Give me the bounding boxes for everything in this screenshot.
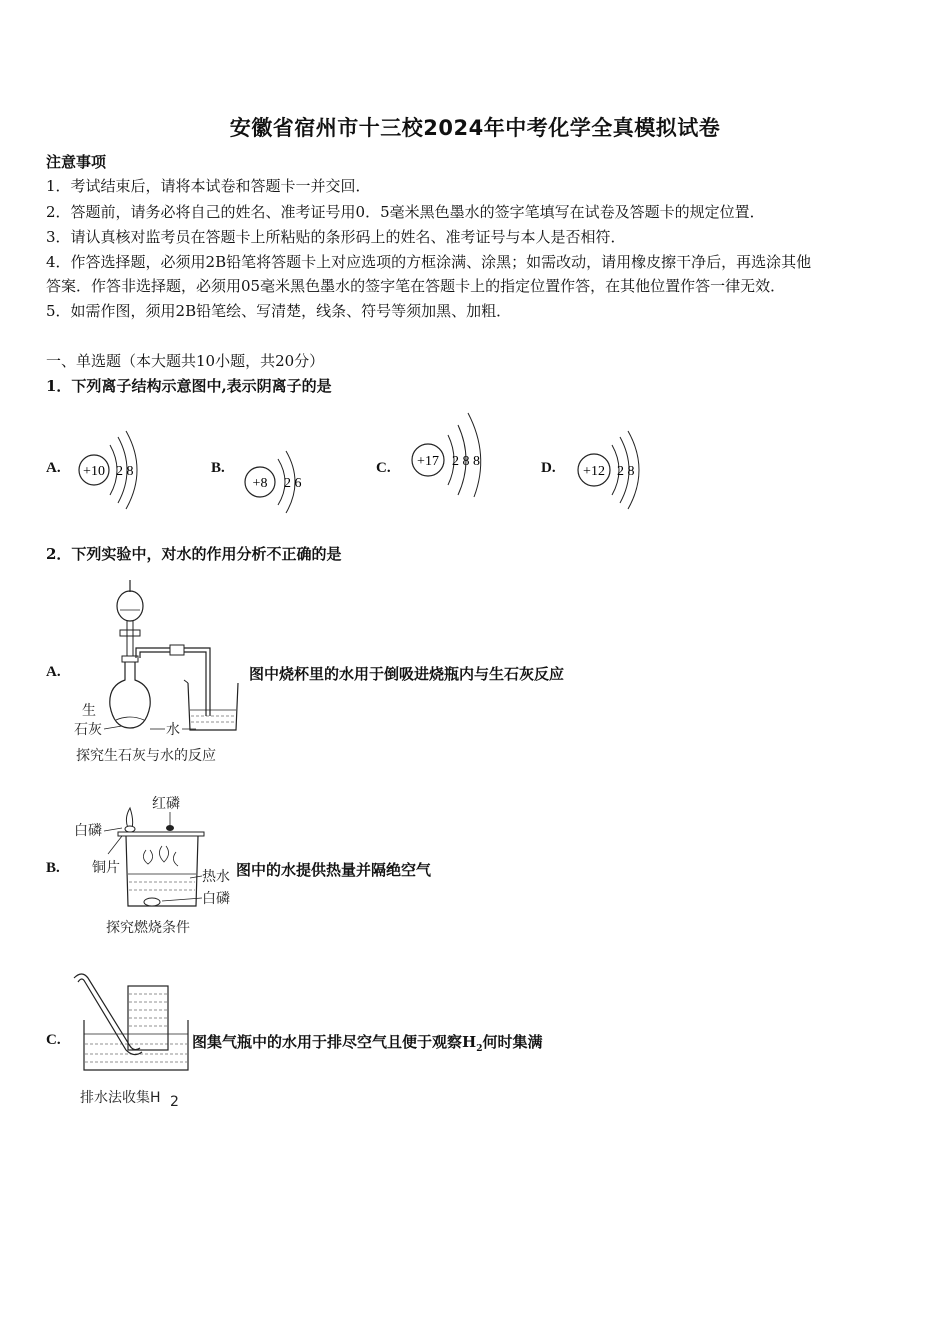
q2-option-b-text: 图中的水提供热量并隔绝空气 (236, 861, 432, 879)
steam (159, 846, 168, 862)
q1-option-a-label: A. (46, 460, 61, 476)
white-phosphorus-bottom (144, 898, 160, 906)
round-flask (110, 662, 150, 728)
q2-option-c-text-sub: 2 (476, 1044, 483, 1054)
diagram-caption-sub: 2 (170, 1094, 179, 1110)
page-title: 安徽省宿州市十三校2024年中考化学全真模拟试卷 (229, 116, 721, 140)
label-pointer (104, 828, 122, 831)
section-heading: 一、单选题（本大题共10小题，共20分） (46, 352, 325, 370)
q2-option-a-diagram (70, 578, 255, 768)
shell-electrons: 2 8 8 (452, 454, 480, 469)
water-trough (84, 1020, 188, 1070)
nucleus-charge: +8 (252, 476, 268, 491)
separatory-funnel (117, 591, 143, 621)
notice-item-1: 1．考试结束后，请将本试卷和答题卡一并交回． (46, 177, 371, 195)
q1-option-d-diagram (570, 425, 650, 515)
beaker-lip (184, 680, 188, 683)
shell-electrons: 2 8 (116, 464, 134, 479)
white-phosphorus-top (125, 826, 135, 832)
label-pointer (104, 726, 122, 729)
beaker (188, 683, 238, 730)
q1-option-d-label: D. (541, 460, 556, 476)
notice-item-3: 3．请认真核对监考员在答题卡上所粘贴的条形码上的姓名、准考证号与本人是否相符． (46, 228, 626, 246)
q2-option-a-label: A. (46, 664, 61, 680)
q2-option-c-label: C. (46, 1032, 61, 1048)
label-honglin: 红磷 (152, 796, 180, 812)
nucleus-charge: +17 (417, 454, 439, 469)
diagram-caption: 探究生石灰与水的反应 (76, 748, 216, 764)
q1-option-b-label: B. (211, 460, 225, 476)
notice-item-2: 2．答题前，请务必将自己的姓名、准考证号用0．5毫米黑色墨水的签字笔填写在试卷及答题卡的规定位置． (46, 203, 765, 221)
notice-item-4: 4．作答选择题，必须用2B铅笔将答题卡上对应选项的方框涂满、涂黑；如需改动，请用橡皮擦干净后，再选涂其他 (46, 253, 812, 271)
q1-option-c-diagram (404, 405, 504, 500)
q1-stem: 1．下列离子结构示意图中,表示阴离子的是 (46, 377, 332, 395)
tube-connector (170, 645, 184, 655)
label-pointer (108, 836, 122, 854)
q2-option-b-label: B. (46, 860, 60, 876)
label-reshui: 热水 (202, 869, 230, 885)
q2-option-c-diagram (72, 968, 197, 1113)
delivery-tube (78, 979, 142, 1055)
label-pointer (190, 876, 202, 878)
q2-option-b-diagram (70, 788, 240, 940)
q1-option-b-diagram (238, 437, 318, 522)
steam (143, 850, 152, 864)
shell-electrons: 2 8 (617, 464, 635, 479)
label-sheng: 生 (82, 703, 96, 719)
diagram-caption: 探究燃烧条件 (106, 920, 190, 936)
steam (173, 852, 178, 866)
q2-option-a-text: 图中烧杯里的水用于倒吸进烧瓶内与生石灰反应 (249, 665, 565, 683)
copper-plate (118, 832, 204, 836)
nucleus-charge: +12 (583, 464, 605, 479)
label-shui: 水 (166, 722, 180, 738)
red-phosphorus (166, 825, 174, 831)
label-bailin-top: 白磷 (74, 823, 102, 839)
funnel-valve (120, 630, 140, 636)
notice-item-4-cont: 答案．作答非选择题，必须用05毫米黑色墨水的签字笔在答题卡上的指定位置作答，在其他位置作答一律无效． (46, 277, 786, 295)
q2-option-c-text (192, 1031, 542, 1060)
notice-heading: 注意事项 (46, 153, 107, 171)
label-shihui: 石灰 (74, 722, 102, 738)
flame (126, 808, 132, 828)
label-tongpian: 铜片 (92, 860, 120, 876)
q1-option-c-label: C. (376, 460, 391, 476)
q1-option-a-diagram (72, 425, 152, 515)
label-bailin-bottom: 白磷 (202, 891, 230, 907)
q2-option-c-text-before: 图集气瓶中的水用于排尽空气且便于观察H (192, 1033, 477, 1051)
nucleus-charge: +10 (83, 464, 105, 479)
q2-option-c-text-after: 何时集满 (482, 1033, 543, 1051)
diagram-caption-main: 排水法收集H (80, 1090, 161, 1106)
shell-electrons: 2 6 (284, 476, 302, 491)
notice-item-5: 5．如需作图，须用2B铅笔绘、写清楚，线条、符号等须加黑、加粗． (46, 302, 512, 320)
flask-lime (116, 717, 144, 720)
delivery-tube (136, 648, 210, 716)
q2-stem: 2．下列实验中，对水的作用分析不正确的是 (46, 545, 342, 563)
